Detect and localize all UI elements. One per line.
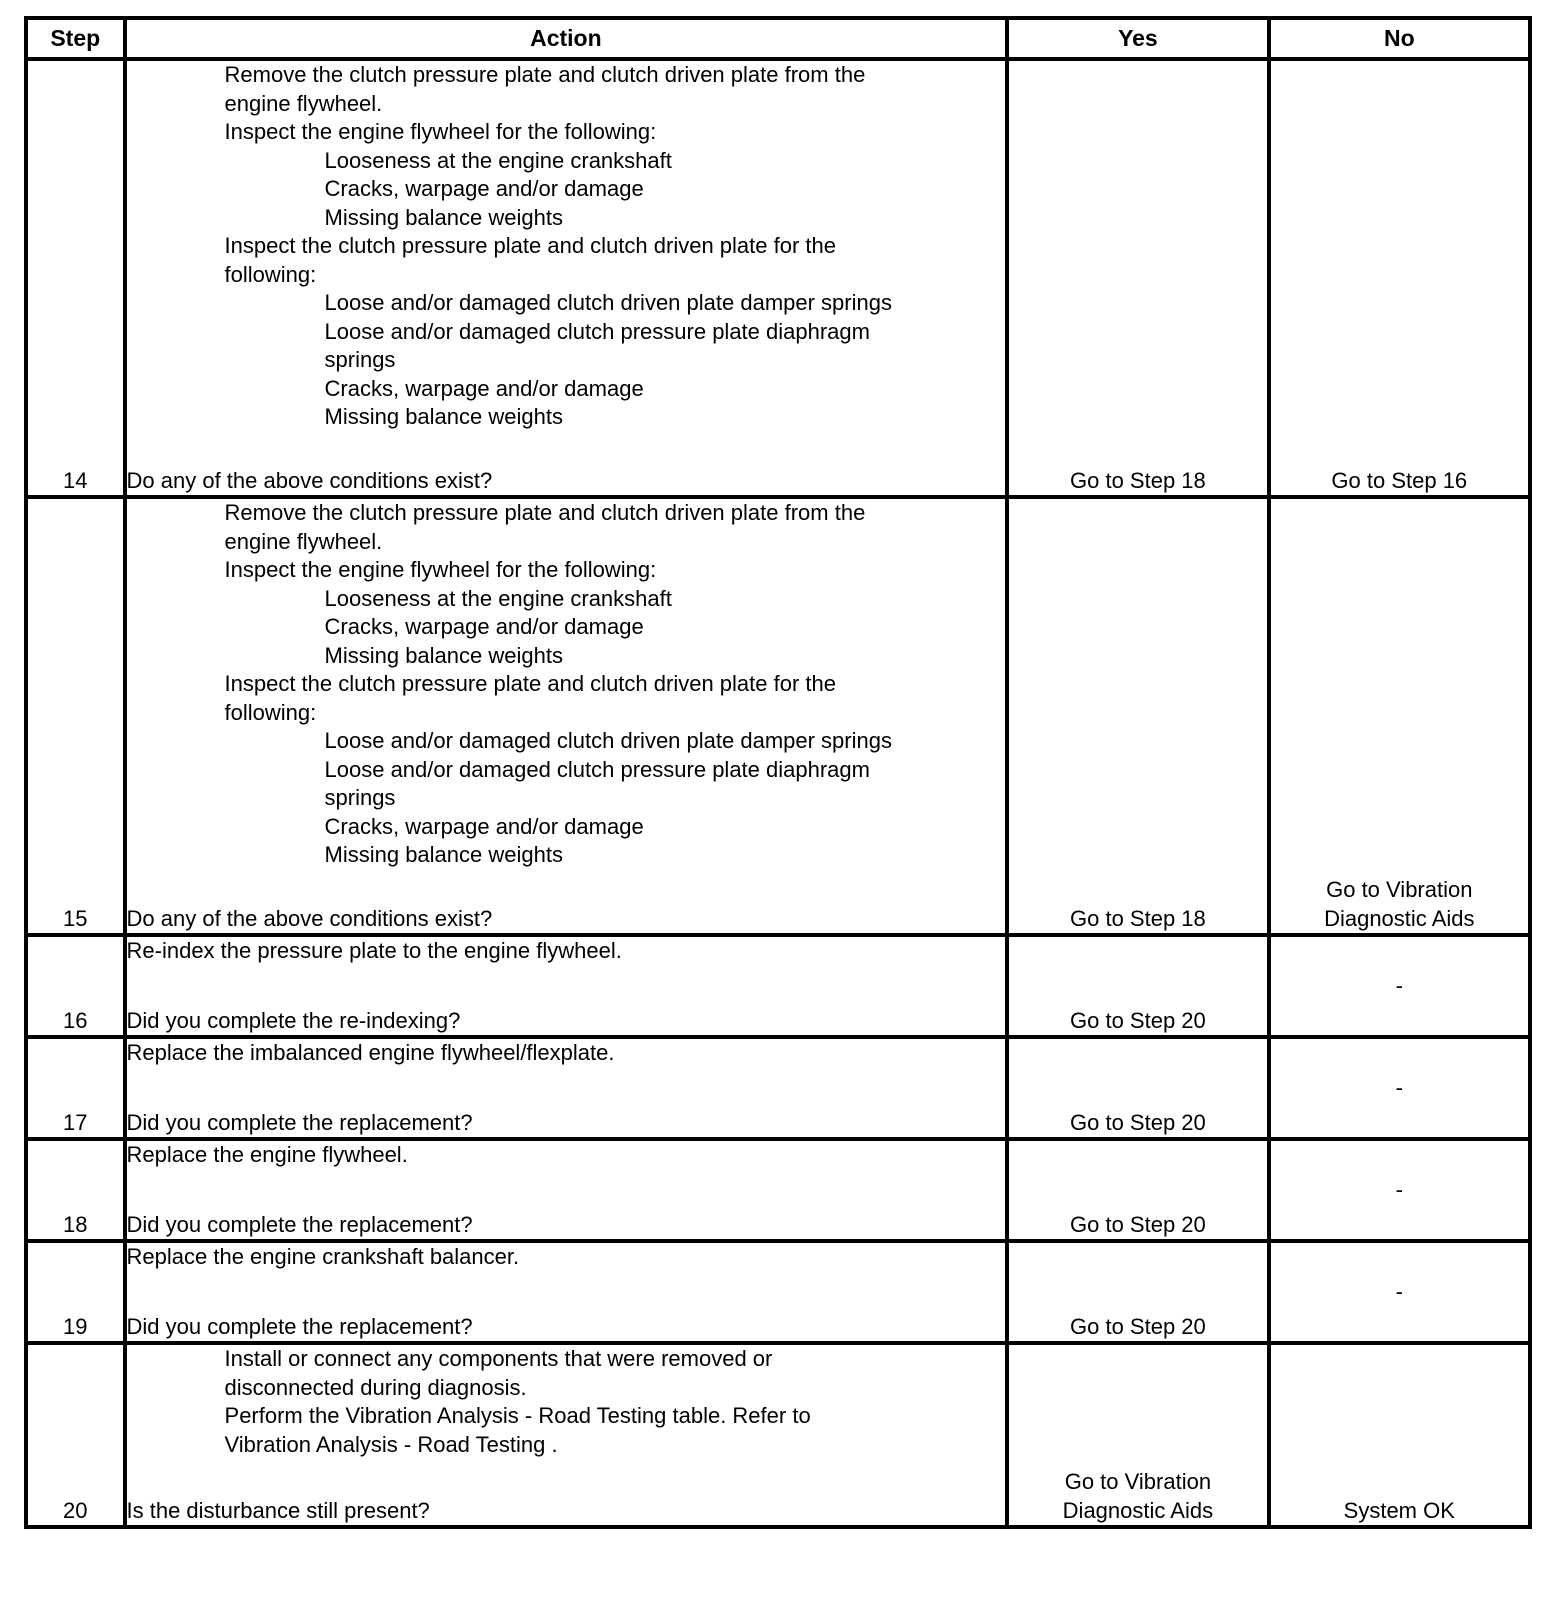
action-line: engine flywheel. [224,90,383,116]
header-action: Action [125,18,1008,59]
table-row-step-15 [26,497,1530,935]
yes-cell: Go to Step 18 [1007,59,1268,497]
action-line: Missing balance weights [324,642,563,668]
action-line: engine flywheel. [224,528,383,554]
step-number: 16 [26,935,125,1037]
action-line: Remove the clutch pressure plate and clutch driven plate from the [224,500,866,525]
step-number: 19 [26,1241,125,1343]
action-line: Looseness at the engine crankshaft [324,147,672,173]
action-line: Inspect the clutch pressure plate and clutch driven plate for the [224,233,836,258]
yes-line: Diagnostic Aids [1062,1497,1214,1523]
header-step: Step [26,18,125,59]
action-cell [125,935,1008,1037]
action-line: Missing balance weights [324,404,563,429]
table-row-step-19 [26,1241,1530,1343]
action-line: springs [324,785,396,810]
action-question: Did you complete the re-indexing? [126,1007,461,1033]
yes-cell: Go to Step 20 [1007,935,1268,1037]
action-line: Replace the engine flywheel. [126,1142,408,1167]
action-line: following: [224,699,317,725]
action-line: Loose and/or damaged clutch pressure plate diaphragm [324,318,870,344]
header-no: No [1269,18,1530,59]
header-yes: Yes [1007,18,1268,59]
no-cell [1269,497,1530,935]
action-line: Replace the engine crankshaft balancer. [126,1244,520,1269]
yes-cell [1007,1343,1268,1527]
action-cell [125,1037,1008,1139]
no-cell: - [1269,1139,1530,1241]
action-cell [125,59,1008,497]
no-cell: - [1269,935,1530,1037]
action-line: Loose and/or damaged clutch driven plate damper springs [324,290,892,315]
action-question: Did you complete the replacement? [126,1211,473,1237]
table-row-step-16 [26,935,1530,1037]
action-instructions [127,499,1006,870]
action-instructions [127,61,1006,432]
step-number: 15 [26,497,125,935]
action-line: Looseness at the engine crankshaft [324,585,672,611]
action-line: Vibration Analysis - Road Testing . [224,1431,558,1457]
step-number: 14 [26,59,125,497]
action-line: Remove the clutch pressure plate and clutch driven plate from the [224,62,866,87]
table-row-step-14 [26,59,1530,497]
action-question: Is the disturbance still present? [126,1497,430,1523]
yes-cell: Go to Step 20 [1007,1037,1268,1139]
action-line: Cracks, warpage and/or damage [324,375,644,401]
no-line: Go to Vibration [1326,877,1473,902]
action-cell [125,1343,1008,1527]
action-line: Loose and/or damaged clutch pressure plate diaphragm [324,756,870,782]
table-row-step-17 [26,1037,1530,1139]
action-cell [125,1241,1008,1343]
action-line: Cracks, warpage and/or damage [324,614,644,639]
action-line: Re-index the pressure plate to the engine flywheel. [126,938,622,963]
action-line: following: [224,261,317,287]
action-line: Replace the imbalanced engine flywheel/flexplate. [126,1040,615,1065]
action-line: Cracks, warpage and/or damage [324,176,644,201]
no-cell: Go to Step 16 [1269,59,1530,497]
action-line: disconnected during diagnosis. [224,1374,527,1400]
yes-line: Go to Vibration [1064,1469,1212,1494]
no-line: Diagnostic Aids [1324,905,1475,931]
action-instructions [127,1345,1006,1459]
yes-cell: Go to Step 18 [1007,497,1268,935]
action-cell [125,497,1008,935]
yes-cell: Go to Step 20 [1007,1139,1268,1241]
action-question: Did you complete the replacement? [126,1313,473,1339]
action-line: Missing balance weights [324,204,563,230]
action-line: Cracks, warpage and/or damage [324,813,644,839]
action-cell [125,1139,1008,1241]
diagnostic-table [24,16,1532,1529]
action-question: Do any of the above conditions exist? [126,905,493,931]
yes-cell: Go to Step 20 [1007,1241,1268,1343]
step-number: 17 [26,1037,125,1139]
no-cell: - [1269,1241,1530,1343]
no-cell: - [1269,1037,1530,1139]
table-row-step-18 [26,1139,1530,1241]
action-line: Install or connect any components that were removed or [224,1346,773,1371]
header-row [26,18,1530,59]
action-line: Perform the Vibration Analysis - Road Testing table. Refer to [224,1403,811,1428]
action-question: Do any of the above conditions exist? [126,467,493,493]
action-line: Inspect the engine flywheel for the following: [224,557,657,582]
no-cell: System OK [1269,1343,1530,1527]
action-line: Loose and/or damaged clutch driven plate damper springs [324,728,892,753]
action-line: springs [324,347,396,372]
action-line: Missing balance weights [324,842,563,867]
step-number: 20 [26,1343,125,1527]
table-row-step-20 [26,1343,1530,1527]
action-line: Inspect the engine flywheel for the following: [224,119,657,144]
step-number: 18 [26,1139,125,1241]
action-question: Did you complete the replacement? [126,1109,473,1135]
action-line: Inspect the clutch pressure plate and clutch driven plate for the [224,671,836,696]
